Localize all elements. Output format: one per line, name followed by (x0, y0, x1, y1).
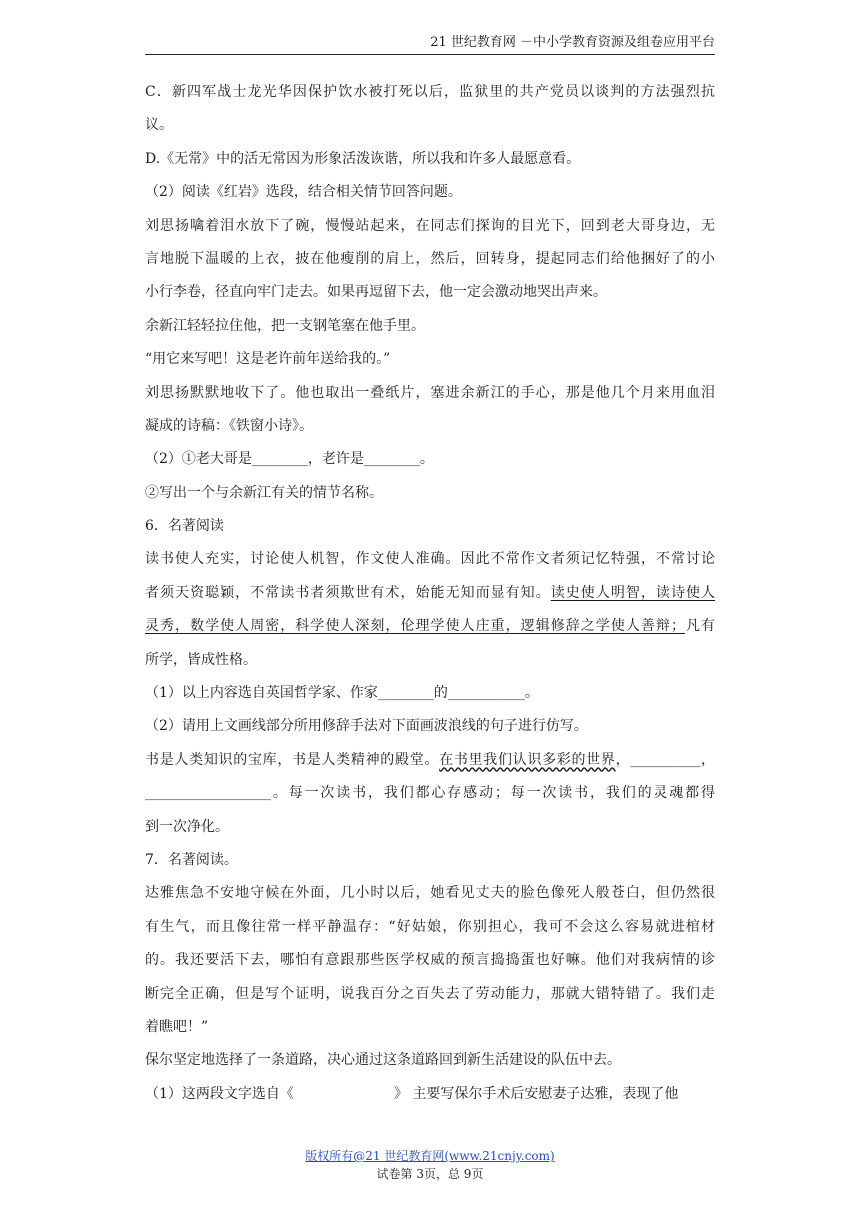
text-line (145, 410, 715, 443)
text-span: “用它来写吧！这是老许前年送给我的。” (145, 351, 391, 368)
question-heading (145, 510, 715, 543)
text-line (145, 677, 715, 710)
text-line (145, 310, 715, 343)
text-line (145, 143, 715, 176)
text-span: 有生气，而且像往常一样平静温存：“好姑娘，你别担心，我可不会这么容易就进棺材 (145, 918, 715, 935)
text-span: 7．名著阅读。 (145, 851, 238, 868)
text-span: 达雅焦急不安地守候在外面，几小时以后，她看见丈夫的脸色像死人般苍白，但仍然很 (145, 885, 715, 902)
underlined-text: 灵秀，数学使人周密，科学使人深刻，伦理学使人庄重，逻辑修辞之学使人善辩； (145, 618, 685, 635)
text-span: 余新江轻轻拉住他，把一支钢笔塞在他手里。 (145, 317, 425, 334)
text-span: 小行李卷，径直向牢门走去。如果再逗留下去，他一定会激动地哭出声来。 (145, 284, 607, 301)
text-line (145, 543, 715, 576)
text-span: （2）阅读《红岩》选段，结合相关情节回答问题。 (145, 184, 462, 201)
text-span: 断完全正确，但是写个证明，说我百分之百失去了劳动能力，那就大错特错了。我们走 (145, 985, 715, 1002)
text-span: 刘思扬默默地收下了。他也取出一叠纸片，塞进余新江的手心，那是他几个月来用血泪 (145, 384, 715, 401)
text-line (145, 276, 715, 309)
text-span: ，__________， (615, 751, 716, 768)
text-line (145, 744, 715, 777)
text-span: 凡有 (684, 618, 716, 635)
text-span: C．新四军战士龙光华因保护饮水被打死以后，监狱里的共产党员以谈判的方法强烈抗 (145, 84, 715, 100)
text-line (145, 210, 715, 243)
text-line (145, 1078, 715, 1111)
text-span: 读书使人充实，讨论使人机智，作文使人准确。因此不常作文者须记忆特强，不常讨论 (145, 551, 715, 568)
text-span: （1）以上内容选自英国哲学家、作家________的___________。 (145, 685, 539, 702)
page-number: 试卷第 3页，总 9页 (376, 1167, 484, 1181)
text-line (145, 1044, 715, 1077)
text-span: 议。 (145, 117, 173, 134)
text-line (145, 911, 715, 944)
text-span: 凝成的诗稿：《铁窗小诗》。 (145, 417, 313, 434)
text-span: 保尔坚定地选择了一条道路，决心通过这条道路回到新生活建设的队伍中去。 (145, 1052, 621, 1069)
text-span: 6．名著阅读 (145, 518, 224, 535)
text-line (145, 944, 715, 977)
text-line (145, 1011, 715, 1044)
text-span: 着瞧吧！” (145, 1018, 209, 1035)
text-line (145, 477, 715, 510)
text-line (145, 978, 715, 1011)
text-span: 所学，皆成性格。 (145, 651, 257, 668)
text-line (145, 577, 715, 610)
copyright-link[interactable]: 版权所有@21 世纪教育网(www.21cnjy.com) (305, 1149, 555, 1163)
text-line (145, 377, 715, 410)
text-span: 到一次净化。 (145, 818, 229, 835)
question-heading (145, 844, 715, 877)
text-span: 者须天资聪颖，不常读书者须欺世有术，始能无知而显有知。 (145, 584, 551, 601)
text-span: （1）这两段文字选自《 (145, 1085, 294, 1102)
text-line (145, 343, 715, 376)
text-span: （2）①老大哥是________，老许是________。 (145, 451, 434, 468)
text-span: 》 主要写保尔手术后安慰妻子达雅，表现了他 (393, 1085, 679, 1102)
text-line (145, 76, 715, 109)
text-span: 言地脱下温暖的上衣，披在他瘦削的肩上，然后，回转身，提起同志们给他捆好了的小 (145, 250, 715, 267)
text-line (145, 610, 715, 643)
text-line (145, 176, 715, 209)
text-span: 的。我还要活下去，哪怕有意跟那些医学权威的预言捣捣蛋也好嘛。他们对我病情的诊 (145, 952, 715, 969)
text-line (145, 710, 715, 743)
text-line (145, 644, 715, 677)
text-span: 刘思扬噙着泪水放下了碗，慢慢站起来，在同志们探询的目光下，回到老大哥身边，无 (145, 217, 715, 234)
page-header: 21 世纪教育网 －中小学教育资源及组卷应用平台 (145, 34, 715, 55)
text-line (145, 243, 715, 276)
document-body (145, 76, 715, 1111)
text-span: 书是人类知识的宝库，书是人类精神的殿堂。 (145, 751, 440, 768)
text-line (145, 777, 715, 810)
text-span: __________________。每一次读书，我们都心存感动；每一次读书，我们的灵魂都得 (145, 785, 715, 802)
text-line (145, 811, 715, 844)
text-span: （2）请用上文画线部分所用修辞手法对下面画波浪线的句子进行仿写。 (145, 718, 588, 735)
text-span: ②写出一个与余新江有关的情节名称。 (145, 484, 383, 501)
text-span: D.《无常》中的活无常因为形象活泼诙谐，所以我和许多人最愿意看。 (145, 150, 581, 167)
text-line (145, 109, 715, 142)
underlined-text: 读史使人明智，读诗使人 (550, 584, 716, 601)
copyright-footer (0, 1147, 860, 1164)
text-line (145, 877, 715, 910)
wavy-underlined-text: 在书里我们认识多彩的世界 (439, 751, 616, 768)
text-line (145, 443, 715, 476)
